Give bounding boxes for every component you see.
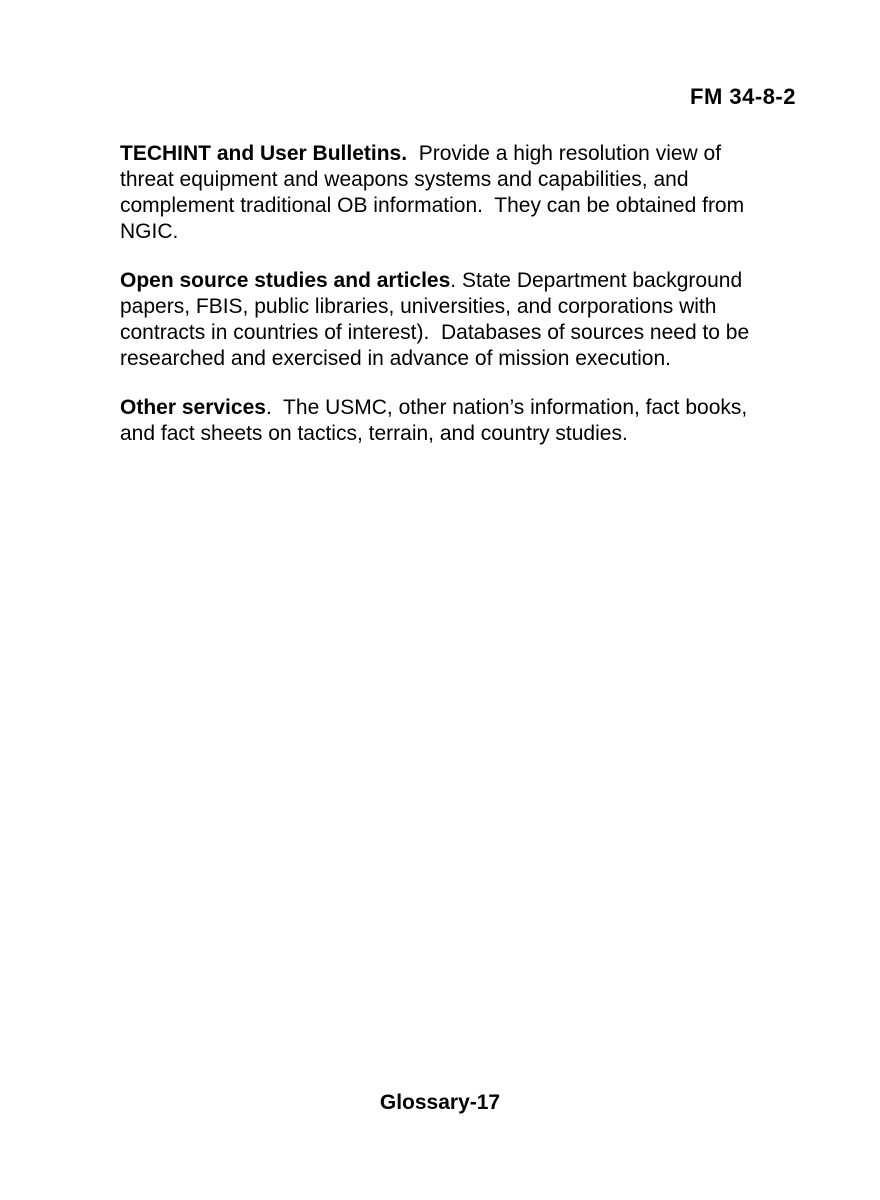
paragraph-text: Provide a high resolution view of threat equipment and weapons systems and capabilities, and complement traditional OB information. They can be obtained from NGIC. (120, 142, 745, 243)
paragraph-text: . The USMC, other nation’s information, fact books, and fact sheets on tactics, terrain, and country studies. (120, 396, 748, 445)
paragraph-techint (120, 141, 810, 245)
paragraph-lead: Open source studies and articles (120, 269, 451, 292)
paragraph-lead: Other services (120, 396, 266, 419)
paragraph-lead: TECHINT and User Bulletins. (120, 142, 408, 165)
paragraph-text: . State Department background papers, FBIS, public libraries, universities, and corporations with contracts in countries of interest). Databases of sources need to be researched and exercised in advance of mission execution. (120, 269, 750, 370)
page-header-doc-number: FM 34-8-2 (690, 84, 796, 109)
paragraph-other-services (120, 395, 810, 447)
page-footer-glossary: Glossary-17 (379, 1091, 501, 1114)
document-body (120, 141, 810, 470)
paragraph-open-source (120, 268, 810, 372)
